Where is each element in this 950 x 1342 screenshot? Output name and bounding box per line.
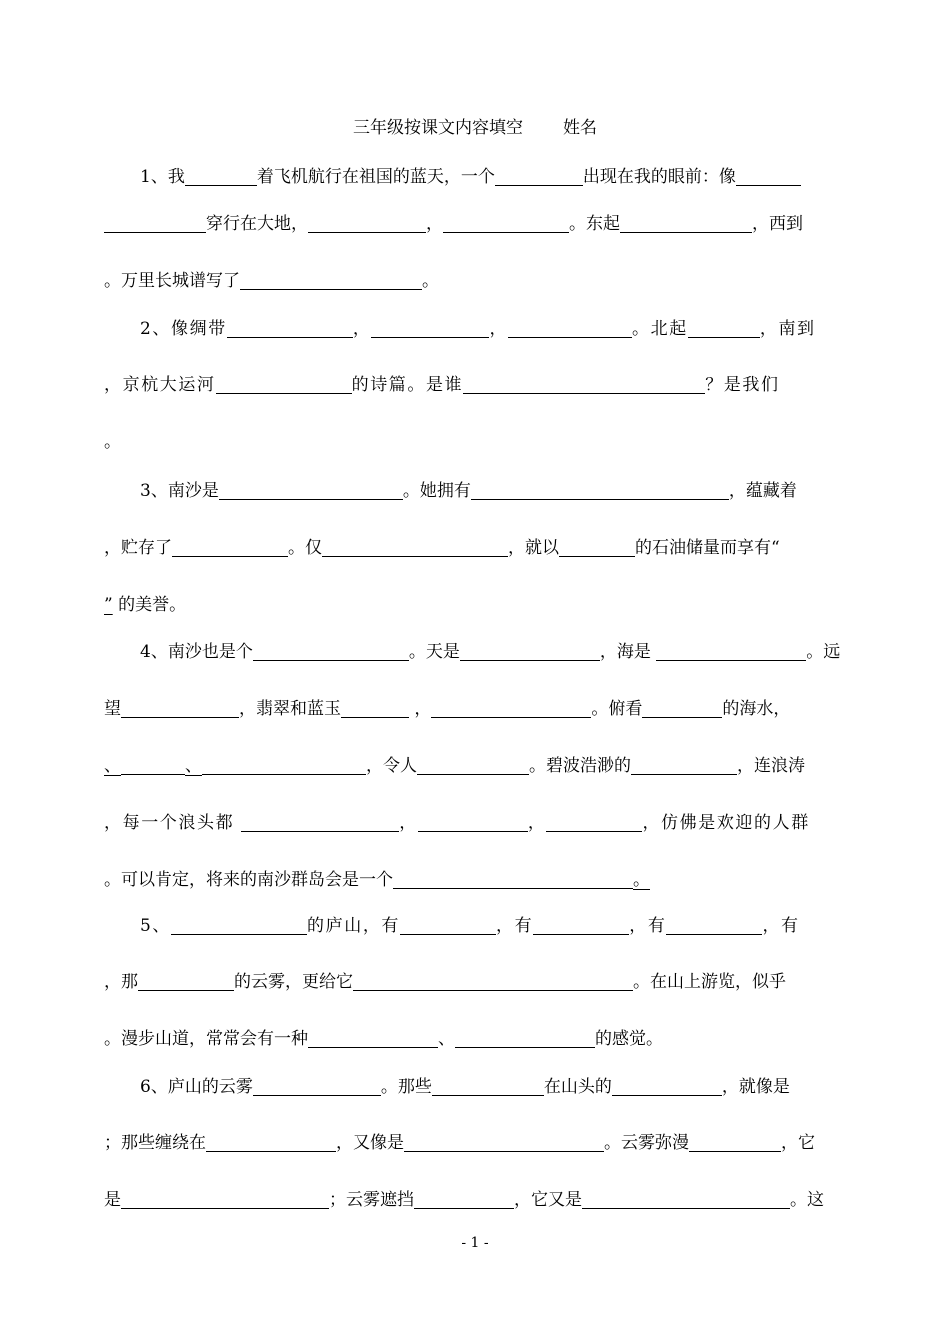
answer-blank[interactable] bbox=[308, 1029, 438, 1048]
answer-blank[interactable] bbox=[393, 870, 633, 889]
question-line: 5、 的庐山，有 ，有 ，有 ，有 bbox=[140, 916, 800, 936]
answer-blank[interactable] bbox=[736, 167, 801, 186]
answer-blank[interactable] bbox=[418, 813, 528, 832]
question-line: 穿行在大地， ， 。东起 ，西到 bbox=[104, 212, 854, 236]
name-label: 姓名 bbox=[563, 118, 597, 138]
answer-blank[interactable] bbox=[642, 699, 722, 718]
worksheet-title bbox=[0, 116, 950, 140]
question-line: 。 bbox=[104, 432, 121, 452]
answer-blank[interactable] bbox=[431, 699, 591, 718]
answer-blank[interactable] bbox=[253, 1077, 381, 1096]
answer-blank[interactable] bbox=[322, 538, 508, 557]
answer-blank[interactable] bbox=[371, 319, 489, 338]
question-line: 是 ；云雾遮挡 ，它又是 。这 bbox=[104, 1190, 824, 1210]
answer-blank[interactable] bbox=[582, 1190, 790, 1209]
answer-blank[interactable] bbox=[495, 167, 583, 186]
question-line: 4、南沙也是个 。天是 ，海是 。远 bbox=[140, 642, 841, 662]
answer-blank[interactable] bbox=[240, 271, 422, 290]
answer-blank[interactable] bbox=[443, 214, 569, 233]
title-text: 三年级按课文内容填空 bbox=[353, 118, 523, 138]
answer-blank[interactable] bbox=[121, 1190, 329, 1209]
answer-blank[interactable] bbox=[400, 916, 496, 935]
question-line: ，那 的云雾，更给它 。在山上游览，似乎 bbox=[104, 972, 786, 992]
answer-blank[interactable] bbox=[689, 1133, 781, 1152]
answer-blank[interactable] bbox=[227, 319, 353, 338]
answer-blank[interactable] bbox=[353, 972, 633, 991]
answer-blank[interactable] bbox=[216, 375, 352, 394]
question-line: 1、我 着飞机航行在祖国的蓝天，一个 出现在我的眼前：像 bbox=[140, 165, 854, 189]
answer-blank[interactable] bbox=[104, 214, 206, 233]
page-number: - 1 - bbox=[461, 1235, 489, 1251]
question-line: 。漫步山道，常常会有一种 、 的感觉。 bbox=[104, 1029, 663, 1049]
answer-blank[interactable] bbox=[612, 1077, 722, 1096]
answer-blank[interactable] bbox=[138, 972, 234, 991]
question-line: ，每一个浪头都 ， ， ，仿佛是欢迎的人群 bbox=[104, 813, 810, 833]
question-line: 2、像绸带 ， ， 。北起 ，南到 bbox=[140, 319, 816, 339]
answer-blank[interactable] bbox=[656, 642, 806, 661]
answer-blank[interactable] bbox=[620, 214, 752, 233]
answer-blank[interactable] bbox=[546, 813, 642, 832]
answer-blank[interactable] bbox=[202, 756, 366, 775]
answer-blank[interactable] bbox=[559, 538, 635, 557]
answer-blank[interactable] bbox=[666, 916, 762, 935]
answer-blank[interactable] bbox=[688, 319, 760, 338]
answer-blank[interactable] bbox=[206, 1133, 336, 1152]
question-line: ；那些缠绕在 ，又像是 。云雾弥漫 ，它 bbox=[104, 1133, 815, 1153]
answer-blank[interactable] bbox=[172, 538, 288, 557]
answer-blank[interactable] bbox=[121, 699, 239, 718]
answer-blank[interactable] bbox=[463, 375, 705, 394]
answer-blank[interactable] bbox=[308, 214, 426, 233]
answer-blank[interactable] bbox=[533, 916, 629, 935]
answer-blank[interactable] bbox=[455, 1029, 595, 1048]
answer-blank[interactable] bbox=[417, 756, 529, 775]
answer-blank[interactable] bbox=[219, 481, 403, 500]
answer-blank[interactable] bbox=[121, 756, 185, 775]
answer-blank[interactable] bbox=[460, 642, 600, 661]
answer-blank[interactable] bbox=[508, 319, 632, 338]
answer-blank[interactable] bbox=[241, 813, 399, 832]
question-line: 望 ，翡翠和蓝玉 ， 。俯看 的海水， bbox=[104, 699, 791, 719]
answer-blank[interactable] bbox=[432, 1077, 544, 1096]
answer-blank[interactable] bbox=[171, 916, 307, 935]
question-line: 。万里长城谱写了 。 bbox=[104, 271, 439, 291]
question-line: 。可以肯定，将来的南沙群岛会是一个 。 bbox=[104, 870, 650, 890]
answer-blank[interactable] bbox=[414, 1190, 514, 1209]
answer-blank[interactable] bbox=[471, 481, 729, 500]
question-line: 3、南沙是 。她拥有 ，蕴藏着 bbox=[140, 481, 797, 501]
question-line: 6、庐山的云雾 。那些 在山头的 ，就像是 bbox=[140, 1077, 790, 1097]
answer-blank[interactable] bbox=[631, 756, 737, 775]
answer-blank[interactable] bbox=[341, 699, 409, 718]
answer-blank[interactable] bbox=[185, 167, 257, 186]
question-line: ，京杭大运河 的诗篇。是谁 ？是我们 bbox=[104, 375, 780, 395]
answer-blank[interactable] bbox=[253, 642, 409, 661]
question-line: ，贮存了 。仅 ，就以 的石油储量而享有“ bbox=[104, 538, 780, 558]
answer-blank[interactable] bbox=[404, 1133, 604, 1152]
question-line: 、 、 ，令人 。碧波浩渺的 ，连浪涛 bbox=[104, 756, 805, 776]
question-line: ” 的美誉。 bbox=[104, 595, 187, 615]
